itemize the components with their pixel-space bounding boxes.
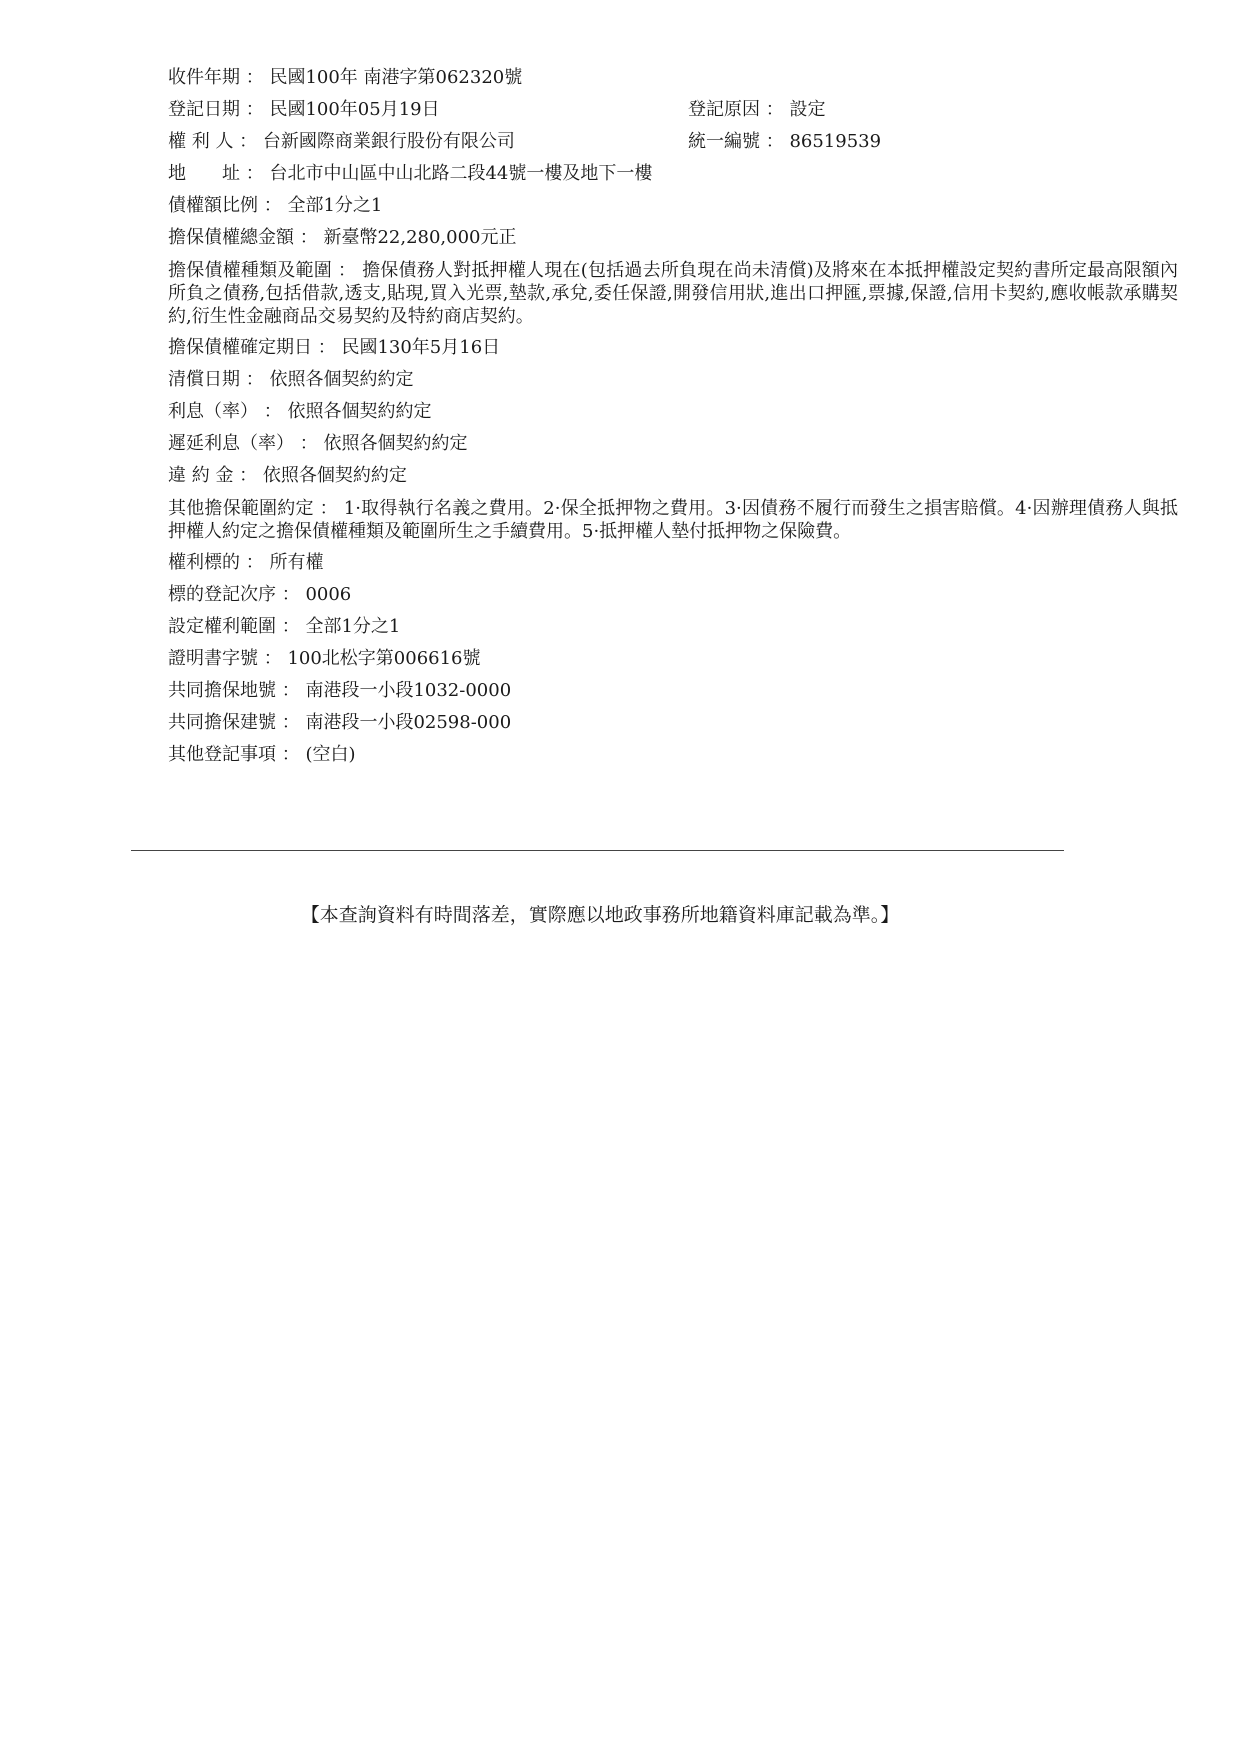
reg-reason: 登記原因 ： 設定 <box>688 99 826 120</box>
total-amount-line: 擔保債權總金額 ： 新臺幣22,280,000元正 <box>168 227 517 248</box>
set-scope-line: 設定權利範圍 ： 全部1分之1 <box>168 616 401 637</box>
joint-land-line: 共同擔保地號 ： 南港段一小段1032-0000 <box>168 680 512 701</box>
debt-ratio-line: 債權額比例 ： 全部1分之1 <box>168 195 383 216</box>
joint-building-line: 共同擔保建號 ： 南港段一小段02598-000 <box>168 712 512 733</box>
reg-date: 登記日期 ： 民國100年05月19日 <box>168 99 440 120</box>
penalty-line: 違 約 金 ： 依照各個契約約定 <box>168 465 407 486</box>
registration-record <box>168 62 1178 771</box>
other-scope-paragraph: 其他擔保範圍約定 ： 1·取得執行名義之費用。2·保全抵押物之費用。3·因債務不履行而發生之損害賠償。4·因辦理債務人與抵押權人約定之擔保債權種類及範圍所生之手續費用。5·抵押權人墊付抵押物之保險費。 <box>168 498 1178 542</box>
receipt-line: 收件年期 ： 民國100年 南港字第062320號 <box>168 67 523 88</box>
footer-notice: 【本查詢資料有時間落差，實際應以地政事務所地籍資料庫記載為準。】 <box>300 904 900 926</box>
cert-no-line: 證明書字號 ： 100北松字第006616號 <box>168 648 481 669</box>
holder-line <box>168 126 1178 158</box>
interest-line: 利息（率） ： 依照各個契約約定 <box>168 401 432 422</box>
other-items-line: 其他登記事項 ： (空白) <box>168 744 356 765</box>
late-interest-line: 遲延利息（率） ： 依照各個契約約定 <box>168 433 468 454</box>
confirm-date-line: 擔保債權確定期日 ： 民國130年5月16日 <box>168 337 501 358</box>
repay-date-line: 清償日期 ： 依照各個契約約定 <box>168 369 414 390</box>
right-object-line: 權利標的 ： 所有權 <box>168 552 324 573</box>
horizontal-divider <box>131 850 1064 851</box>
unified-no: 統一編號 ： 86519539 <box>688 131 882 152</box>
reg-date-line <box>168 94 1178 126</box>
address-line: 地 址 ： 台北市中山區中山北路二段44號一樓及地下一樓 <box>168 163 653 184</box>
debt-scope-paragraph: 擔保債權種類及範圍 ： 擔保債務人對抵押權人現在(包括過去所負現在尚未清償)及將來在本抵押權設定契約書所定最高限額內所負之債務,包括借款,透支,貼現,買入光票,墊款,承兌,委任保證,開發信用狀,進出口押匯,票據,保證,信用卡契約,應收帳款承購契約,衍生性金融商品交易契約及特約商店契約。 <box>168 260 1178 327</box>
object-seq-line: 標的登記次序 ： 0006 <box>168 584 352 605</box>
holder: 權 利 人 ： 台新國際商業銀行股份有限公司 <box>168 131 515 152</box>
